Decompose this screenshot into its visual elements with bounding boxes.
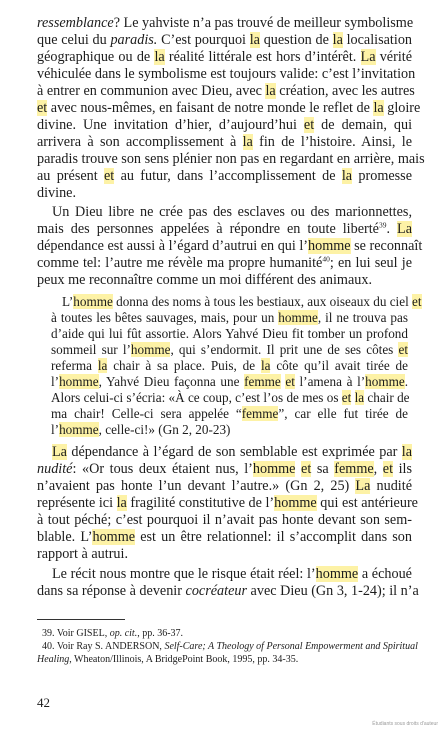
text-run: véhiculée dans le symbolisme est toujours valide: c’est l’invitation	[37, 66, 416, 82]
text-run: .	[404, 374, 409, 389]
text-run: que celui du	[37, 32, 111, 48]
text-line	[37, 151, 425, 167]
text-line	[37, 512, 412, 528]
highlighted-word: La	[52, 444, 67, 460]
highlighted-word: et	[104, 168, 115, 184]
text-run: mais des personnes appelées à répondre en toute liberté	[37, 221, 379, 237]
text-run: ,	[373, 461, 383, 477]
highlighted-word: la	[260, 358, 271, 373]
highlighted-word: homme	[59, 422, 99, 437]
highlighted-word: La	[397, 221, 412, 237]
text-run: création, avec les autres	[275, 83, 415, 99]
text-run: dépendance est aussi à l’égard d’autrui en qui l’	[37, 238, 309, 254]
highlighted-word: la	[97, 358, 108, 373]
quote-line	[51, 310, 408, 326]
italic-text: nudité	[37, 461, 73, 477]
quote-line	[51, 358, 408, 374]
highlighted-word: la	[332, 32, 343, 48]
text-run: chair de	[364, 390, 410, 405]
highlighted-word: et	[303, 117, 315, 133]
highlighted-word: femme	[334, 461, 374, 477]
text-line	[37, 117, 412, 133]
text-run: arrivera à son accomplissement à	[37, 134, 243, 150]
quote-line	[51, 374, 408, 390]
text-run: qui est antérieure	[316, 495, 418, 511]
footnote-ref: 40	[322, 254, 330, 264]
quote-line	[51, 390, 408, 406]
highlighted-word: homme	[73, 294, 113, 309]
highlighted-word: homme	[252, 461, 296, 477]
footnote-rule	[37, 619, 125, 620]
text-run: 39. Voir GISEL,	[42, 628, 110, 639]
text-run: représente ici	[37, 495, 117, 511]
text-line	[37, 238, 423, 254]
text-line	[37, 529, 412, 545]
text-run: l’	[51, 422, 60, 437]
quote-line	[51, 342, 408, 358]
text-run: l’amena à l’	[294, 374, 366, 389]
page-number: 42	[37, 695, 50, 710]
text-run: paradis trouve son sens plénier non pas en regardant en arrière, mais	[37, 151, 425, 167]
highlighted-word: la	[341, 168, 353, 184]
text-run: donna des noms à tous les bestiaux, aux oiseaux du ciel	[112, 294, 413, 309]
text-line	[37, 221, 412, 237]
highlighted-word: La	[355, 478, 371, 494]
text-run: comme tel: l’autre me révèle ma propre humanité	[37, 255, 323, 271]
highlighted-word: la	[249, 32, 260, 48]
highlighted-word: la	[154, 49, 165, 65]
footnote-40	[42, 640, 418, 653]
highlighted-word: homme	[315, 566, 359, 582]
text-run: nudité	[370, 478, 412, 494]
highlighted-word: homme	[365, 374, 405, 389]
highlighted-word: et	[341, 390, 352, 405]
quote-line	[51, 422, 230, 438]
highlighted-word: femme	[241, 406, 279, 421]
footnote-40-cont	[37, 653, 298, 666]
text-line	[37, 461, 412, 477]
text-run: 40. Voir Ray S. ANDERSON,	[42, 641, 165, 652]
highlighted-word: et	[398, 342, 408, 357]
highlighted-word: homme	[130, 342, 171, 357]
highlighted-word: et	[285, 374, 295, 389]
text-run: Alors celui-ci s’écria: «À ce coup, c’est l’os de mes os	[51, 390, 342, 405]
text-run: chair à sa place. Puis, de	[107, 358, 261, 373]
text-run: , il ne trouva pas	[317, 310, 408, 325]
text-line	[52, 566, 412, 582]
text-run: est un être relationnel: il s’accomplit dans son	[135, 529, 412, 545]
quote-line	[51, 406, 408, 422]
text-line	[37, 100, 421, 116]
text-run: : «Or tous deux étaient nus, l’	[72, 461, 253, 477]
text-run: avec nous-mêmes, en faisant de notre monde le reflet de	[47, 100, 374, 116]
italic-text: paradis.	[110, 32, 158, 48]
highlighted-word: et	[412, 294, 422, 309]
text-run: divine.	[37, 185, 77, 201]
italic-text: op. cit.	[109, 628, 138, 639]
highlighted-word: et	[37, 100, 48, 116]
text-run: sa	[311, 461, 335, 477]
text-run: d’aide qui lui fût assortie. Alors Yahvé Dieu fit tomber un profond	[51, 326, 408, 341]
text-run: côte qu’il avait tirée de	[270, 358, 409, 373]
text-run: réalité littérale est hors d’intérêt.	[164, 49, 361, 65]
text-run: ; en lui seul je	[329, 255, 412, 271]
text-run: Le récit nous montre que le risque était réel: l’	[52, 566, 316, 582]
text-run: L’	[62, 294, 74, 309]
text-line	[37, 478, 412, 494]
text-run: ? Le yahviste n’a pas trouvé de meilleur symbolisme	[113, 15, 414, 31]
highlighted-word: homme	[92, 529, 136, 545]
italic-text: Healing	[37, 654, 70, 665]
text-run: gloire	[383, 100, 421, 116]
text-run: fin de l’histoire. Ainsi, le	[252, 134, 412, 150]
quote-line	[51, 326, 408, 342]
text-run: ”, car elle fut tirée de	[278, 406, 408, 421]
italic-text: cocréateur	[185, 583, 247, 599]
text-line	[52, 204, 412, 220]
text-run: question de	[259, 32, 333, 48]
highlighted-word: La	[360, 49, 376, 65]
text-run: blable. L’	[37, 529, 93, 545]
text-run: de demain, qui	[314, 117, 413, 133]
text-run: au futur, dans l’accomplissement de	[114, 168, 342, 184]
highlighted-word: la	[265, 83, 276, 99]
text-run: C’est pourquoi	[157, 32, 250, 48]
text-run: , Wheaton/Illinois, A BridgePoint Book, 1995, pp. 34-35.	[69, 654, 299, 665]
text-run: l’	[51, 374, 60, 389]
highlighted-word: la	[373, 100, 384, 116]
text-run: dépendance à l’égard de son semblable est exprimée par	[66, 444, 402, 460]
text-run: a échoué	[358, 566, 412, 582]
highlighted-word: et	[382, 461, 394, 477]
quote-line	[62, 294, 422, 310]
text-run: à toutes les bêtes sauvages, mais, pour un	[51, 310, 279, 325]
highlighted-word: et	[301, 461, 312, 477]
highlighted-word: la	[354, 390, 365, 405]
text-run: Un Dieu libre ne crée pas des esclaves ou des marionnettes,	[52, 204, 412, 220]
text-line	[37, 49, 412, 65]
text-run: n’avaient pas honte l’un devant l’autre.» (Gn 2, 25)	[37, 478, 356, 494]
highlighted-word: homme	[274, 495, 317, 511]
text-run: fragilité constitutive de l’	[126, 495, 275, 511]
footnote-39	[42, 627, 183, 640]
highlighted-word: la	[401, 444, 412, 460]
text-run: ma chair! Celle-ci sera appelée “	[51, 406, 242, 421]
text-run: promesse	[352, 168, 412, 184]
text-line	[37, 185, 76, 201]
highlighted-word: homme	[278, 310, 318, 325]
text-run: géographique ou de	[37, 49, 155, 65]
text-run: , qui s’endormit. Il prit une de ses côtes	[170, 342, 399, 357]
highlighted-word: femme	[244, 374, 281, 389]
text-line	[37, 272, 372, 288]
text-run: ils	[393, 461, 413, 477]
text-run: referma	[51, 358, 98, 373]
text-line	[37, 32, 412, 48]
text-line	[37, 168, 412, 184]
text-line	[37, 15, 412, 31]
text-run: .	[386, 221, 398, 237]
text-line	[37, 255, 412, 271]
text-run: vérité	[375, 49, 413, 65]
text-run: localisation	[342, 32, 413, 48]
text-run: , celle-ci!» (Gn 2, 20-23)	[98, 422, 231, 437]
text-line	[37, 66, 416, 82]
text-run: avec Dieu (Gn 3, 1-24); il n’a	[247, 583, 419, 599]
text-run: rapport à autrui.	[37, 546, 128, 562]
text-run: à tout péché; c’est pourquoi il n’avait pas honte devant son sem-	[37, 512, 412, 528]
text-line	[37, 546, 128, 562]
text-line	[37, 495, 418, 511]
text-run: , pp. 36-37.	[137, 628, 184, 639]
footnote-ref: 39	[378, 220, 387, 230]
text-line	[37, 83, 415, 99]
italic-text: Self-Care; A Theology of Personal Empowerment and Spiritual	[164, 641, 418, 652]
highlighted-word: la	[242, 134, 253, 150]
watermark: Étudiants sous droits d'auteur	[372, 721, 438, 727]
text-run: dans sa réponse à devenir	[37, 583, 186, 599]
highlighted-word: la	[116, 495, 127, 511]
text-line	[52, 444, 412, 460]
text-run: au présent	[37, 168, 104, 184]
text-run: divine. Une invitation d’hier, d’aujourd’hui	[37, 117, 304, 133]
highlighted-word: homme	[59, 374, 99, 389]
text-line	[37, 583, 419, 599]
italic-text: ressemblance	[37, 15, 114, 31]
text-run: se reconnaît	[350, 238, 423, 254]
text-run: sommeil sur l’	[51, 342, 131, 357]
text-run: peux me reconnaître comme un moi différent des animaux.	[37, 272, 372, 288]
text-line	[37, 134, 412, 150]
text-run: , Yahvé Dieu façonna une	[98, 374, 245, 389]
highlighted-word: homme	[308, 238, 351, 254]
text-run: à entrer en communion avec Dieu, avec	[37, 83, 266, 99]
